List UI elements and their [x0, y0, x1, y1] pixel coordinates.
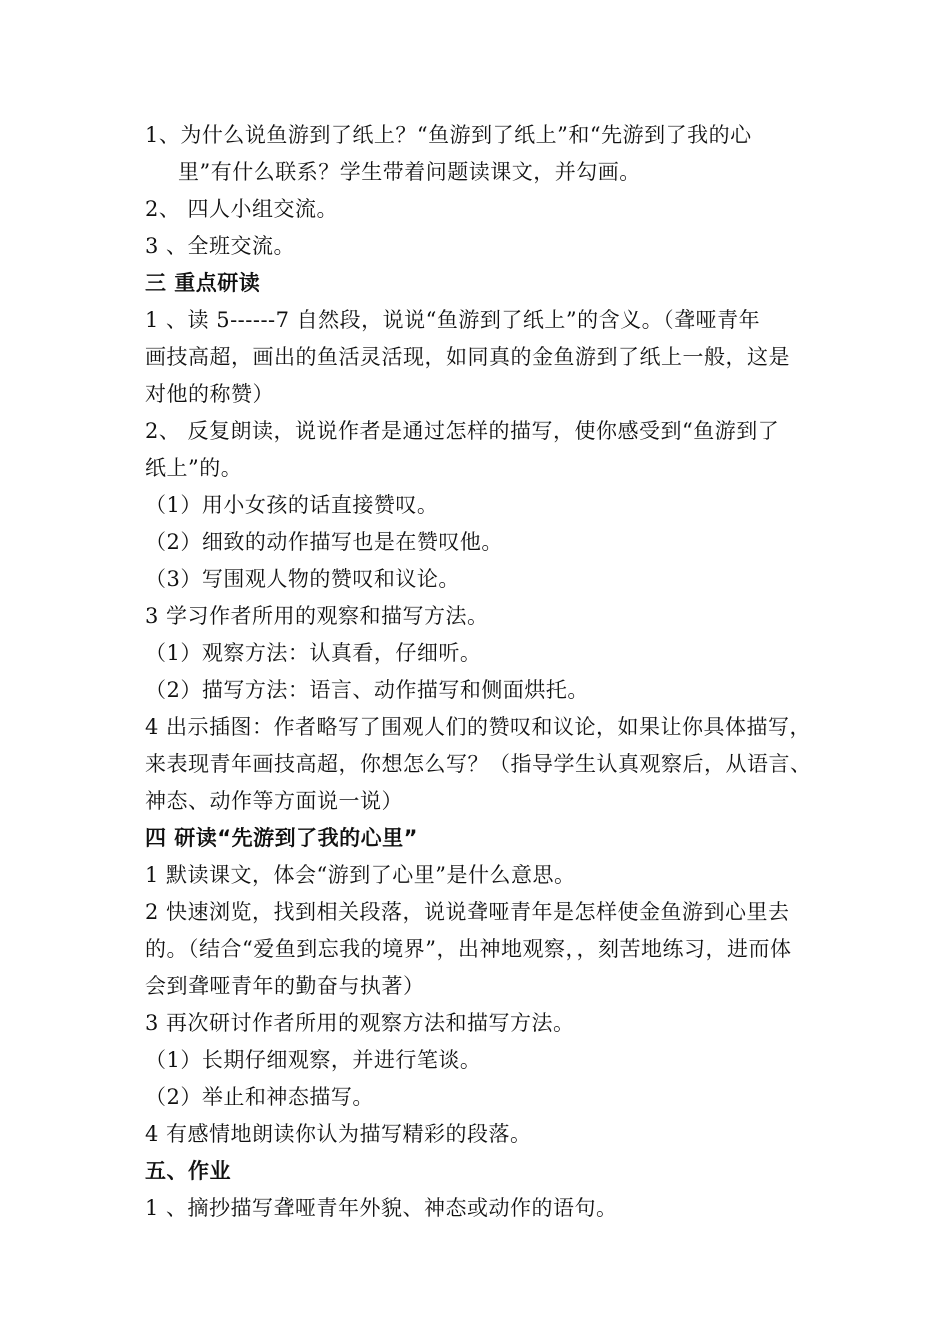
section-3-item-2-line-1: 2、 反复朗读，说说作者是通过怎样的描写，使你感受到“鱼游到了: [145, 419, 780, 443]
step-3-class-discussion: 3 、全班交流。: [145, 234, 296, 258]
section-3-item-3-sub-2: （2）描写方法：语言、动作描写和侧面烘托。: [145, 678, 589, 702]
section-5-heading: 五、作业: [145, 1159, 231, 1183]
section-4-item-2-line-2: 的。（结合“爱鱼到忘我的境界”，出神地观察，，刻苦地练习，进而体: [145, 937, 792, 961]
section-4-heading: 四 研读“先游到了我的心里”: [145, 826, 418, 850]
question-1-line-1: 1、为什么说鱼游到了纸上？“鱼游到了纸上”和“先游到了我的心: [145, 123, 752, 147]
section-3-sub-1: （1）用小女孩的话直接赞叹。: [145, 493, 439, 517]
section-3-item-4-line-3: 神态、动作等方面说一说）: [145, 789, 403, 813]
section-5-item-1: 1 、摘抄描写聋哑青年外貌、神态或动作的语句。: [145, 1196, 618, 1220]
section-3-item-4-line-2: 来表现青年画技高超，你想怎么写？（指导学生认真观察后，从语言、: [145, 752, 812, 776]
section-3-item-3-sub-1: （1）观察方法：认真看，仔细听。: [145, 641, 482, 665]
section-4-item-4: 4 有感情地朗读你认为描写精彩的段落。: [145, 1122, 532, 1146]
section-3-item-1-line-1: 1 、读 5------7 自然段，说说“鱼游到了纸上”的含义。（聋哑青年: [145, 308, 761, 332]
section-3-item-4-line-1: 4 出示插图：作者略写了围观人们的赞叹和议论，如果让你具体描写，: [145, 715, 812, 739]
step-2-group-discussion: 2、 四人小组交流。: [145, 197, 339, 221]
section-4-item-3-sub-2: （2）举止和神态描写。: [145, 1085, 374, 1109]
section-3-item-1-line-3: 对他的称赞）: [145, 382, 274, 406]
section-3-heading: 三 重点研读: [145, 271, 261, 295]
section-4-item-2-line-1: 2 快速浏览，找到相关段落，说说聋哑青年是怎样使金鱼游到心里去: [145, 900, 790, 924]
section-3-sub-2: （2）细致的动作描写也是在赞叹他。: [145, 530, 503, 554]
section-4-item-3: 3 再次研讨作者所用的观察方法和描写方法。: [145, 1011, 575, 1035]
section-4-item-2-line-3: 会到聋哑青年的勤奋与执著）: [145, 974, 425, 998]
section-4-item-3-sub-1: （1）长期仔细观察，并进行笔谈。: [145, 1048, 482, 1072]
section-3-item-1-line-2: 画技高超，画出的鱼活灵活现，如同真的金鱼游到了纸上一般，这是: [145, 345, 790, 369]
section-3-item-2-line-2: 纸上”的。: [145, 456, 243, 480]
section-3-item-3: 3 学习作者所用的观察和描写方法。: [145, 604, 489, 628]
section-3-sub-3: （3）写围观人物的赞叹和议论。: [145, 567, 460, 591]
question-1-line-2: 里”有什么联系？学生带着问题读课文，并勾画。: [178, 160, 641, 184]
section-4-item-1: 1 默读课文，体会“游到了心里”是什么意思。: [145, 863, 576, 887]
